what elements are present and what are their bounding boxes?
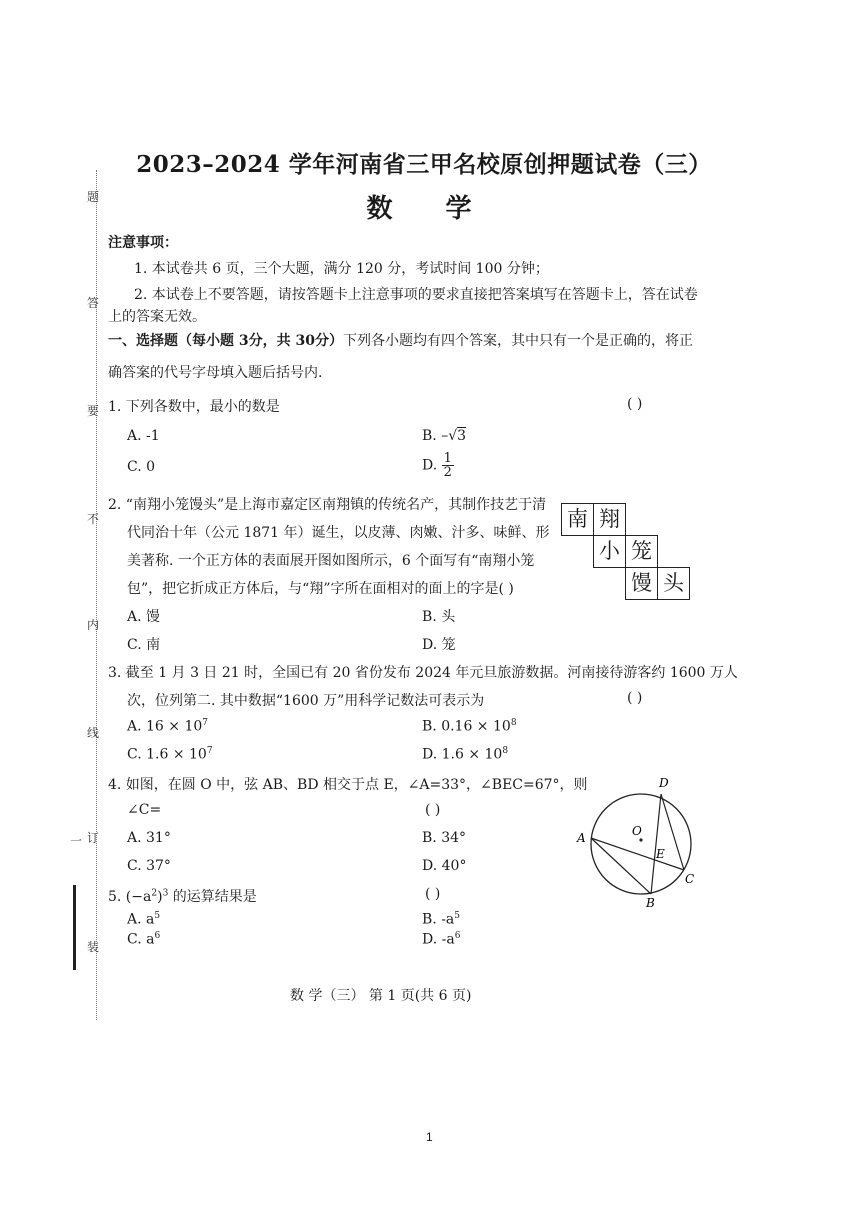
q3-stem-line-2: 次，位列第二. 其中数据“1600 万”用科学记数法可表示为: [127, 693, 485, 709]
cube-net-figure: [561, 503, 693, 602]
q5-answer-paren[interactable]: ( ): [425, 886, 441, 902]
q5-option-a[interactable]: [127, 911, 160, 928]
fraction: [442, 452, 454, 479]
q3-option-c-base: C. 1.6 × 10: [127, 746, 207, 763]
sqrt-icon: √: [448, 428, 458, 444]
q1-stem: 1. 下列各数中，最小的数是: [108, 399, 280, 415]
notice-item-1: 1. 本试卷共 6 页，三个大题，满分 120 分，考试时间 100 分钟；: [134, 261, 549, 277]
label-o: O: [632, 824, 642, 838]
cube-net-face: 小: [593, 535, 626, 568]
circle-geometry-figure: [572, 770, 704, 910]
section-1-instructions: 下列各小题均有四个答案，其中只有一个是正确的，将正: [342, 333, 693, 349]
q5-stem-pre: 5. (−a: [108, 889, 152, 905]
q2-option-b[interactable]: B. 头: [422, 609, 456, 625]
q5-option-d-exponent: 6: [454, 931, 461, 941]
q5-option-a-exponent: 5: [154, 911, 161, 921]
cube-net-face: 翔: [593, 503, 626, 536]
q5-option-c-exponent: 6: [154, 931, 161, 941]
q2-option-c[interactable]: C. 南: [127, 637, 161, 653]
q4-stem-line-2: ∠C=: [127, 802, 162, 818]
q3-option-d-exponent: 8: [502, 746, 509, 756]
q5-option-b-base: B. -a: [422, 911, 455, 928]
q4-answer-paren[interactable]: ( ): [425, 802, 441, 818]
q4-option-d[interactable]: D. 40°: [422, 858, 467, 874]
binding-dash: 一: [70, 834, 83, 848]
section-1-heading: 一、选择题（每小题 3分，共 30分）: [108, 333, 343, 349]
cube-net-face: 笼: [625, 535, 658, 568]
q1-option-b-radicand: 3: [457, 428, 467, 444]
section-1-heading-line: [108, 330, 693, 350]
q3-option-d-base: D. 1.6 × 10: [422, 746, 503, 763]
q5-stem-mid: ): [157, 889, 163, 905]
q3-option-b[interactable]: [422, 718, 517, 735]
q4-option-a[interactable]: A. 31°: [127, 830, 171, 846]
exam-title: 2023–2024 学年河南省三甲名校原创押题试卷（三）: [136, 151, 712, 178]
page-number: 1: [426, 1130, 433, 1144]
q2-stem-line-3: 美著称. 一个正方体的表面展开图如图所示，6 个面写有“南翔小笼: [127, 553, 535, 569]
exam-subject: 数 学: [366, 194, 494, 224]
binding-bar: [73, 885, 76, 970]
q5-option-c[interactable]: [127, 931, 160, 948]
label-c: C: [685, 872, 695, 886]
q1-option-a[interactable]: A. -1: [127, 428, 160, 444]
q5-option-c-base: C. a: [127, 931, 155, 948]
label-a: A: [577, 831, 586, 845]
label-b: B: [646, 896, 655, 910]
q5-option-b-exponent: 5: [454, 911, 460, 921]
q5-stem-post: 的运算结果是: [168, 889, 257, 905]
q3-option-b-exponent: 8: [510, 718, 517, 728]
chord-ac: [591, 838, 684, 870]
q2-option-a[interactable]: A. 馒: [127, 609, 161, 625]
binding-margin-char: 要: [87, 404, 100, 418]
q5-option-b[interactable]: [422, 911, 460, 928]
notice-item-2-cont: 上的答案无效。: [108, 309, 206, 325]
binding-margin-char: 内: [87, 618, 100, 632]
fraction-denominator: 2: [443, 465, 452, 480]
chord-ab: [591, 838, 651, 894]
q5-option-a-base: A. a: [127, 911, 155, 928]
exam-page-footer: 数 学（三） 第 1 页(共 6 页): [290, 988, 472, 1004]
q4-option-b[interactable]: B. 34°: [422, 830, 467, 846]
q5-stem-exponent-1: 2: [151, 888, 158, 899]
q3-option-d[interactable]: [422, 746, 508, 763]
notice-heading: 注意事项：: [108, 235, 178, 251]
chord-bd: [651, 794, 661, 894]
q3-option-c-exponent: 7: [206, 746, 213, 756]
q3-option-a-base: A. 16 × 10: [127, 718, 203, 735]
q2-option-d[interactable]: D. 笼: [422, 637, 456, 653]
cube-net-face: 头: [657, 567, 690, 600]
cube-net-face: 馒: [625, 567, 658, 600]
q1-option-d[interactable]: [422, 452, 454, 479]
section-1-instructions-cont: 确答案的代号字母填入题后括号内.: [108, 365, 323, 381]
label-e: E: [656, 847, 665, 861]
fraction-numerator: 1: [443, 451, 452, 466]
q1-option-b-prefix: B. –: [422, 428, 449, 444]
q3-option-b-base: B. 0.16 × 10: [422, 718, 511, 735]
q2-stem-line-2: 代同治十年（公元 1871 年）诞生，以皮薄、肉嫩、汁多、味鲜、形: [127, 525, 550, 541]
q5-stem-exponent-2: 3: [162, 888, 169, 899]
q3-option-a-exponent: 7: [202, 718, 209, 728]
q5-option-d-base: D. -a: [422, 931, 455, 948]
binding-margin-char: 装: [87, 940, 100, 954]
q4-stem-line-1: 4. 如图，在圆 O 中，弦 AB、BD 相交于点 E，∠A=33°，∠BEC=67°，则: [108, 777, 588, 793]
q1-option-d-prefix: D.: [422, 457, 438, 474]
q1-option-c[interactable]: C. 0: [127, 459, 156, 475]
binding-margin-char: 线: [87, 726, 100, 740]
q2-stem-line-1: 2. “南翔小笼馒头”是上海市嘉定区南翔镇的传统名产，其制作技艺于清: [108, 497, 547, 513]
q1-answer-paren[interactable]: ( ): [627, 396, 643, 412]
q3-answer-paren[interactable]: ( ): [627, 690, 643, 706]
q5-option-d[interactable]: [422, 931, 460, 948]
q2-stem-line-4: 包”，把它折成正方体后，与“翔”字所在面相对的面上的字是( ): [127, 581, 514, 597]
binding-margin-char: 订: [87, 831, 100, 845]
q3-stem-line-1: 3. 截至 1 月 3 日 21 时，全国已有 20 省份发布 2024 年元旦旅游数据。河南接待游客约 1600 万人: [108, 665, 738, 681]
q3-option-c[interactable]: [127, 746, 213, 763]
cube-net-face: 南: [561, 503, 594, 536]
label-d: D: [659, 776, 669, 790]
q1-option-b[interactable]: [422, 428, 466, 444]
binding-margin-char: 题: [87, 190, 100, 204]
q5-stem: [108, 886, 257, 906]
binding-margin-char: 答: [87, 296, 100, 310]
center-point: [639, 838, 642, 841]
binding-margin-char: 不: [87, 512, 100, 526]
q3-option-a[interactable]: [127, 718, 208, 735]
notice-item-2: 2. 本试卷上不要答题，请按答题卡上注意事项的要求直接把答案填写在答题卡上，答在试卷: [134, 287, 698, 303]
q4-option-c[interactable]: C. 37°: [127, 858, 171, 874]
